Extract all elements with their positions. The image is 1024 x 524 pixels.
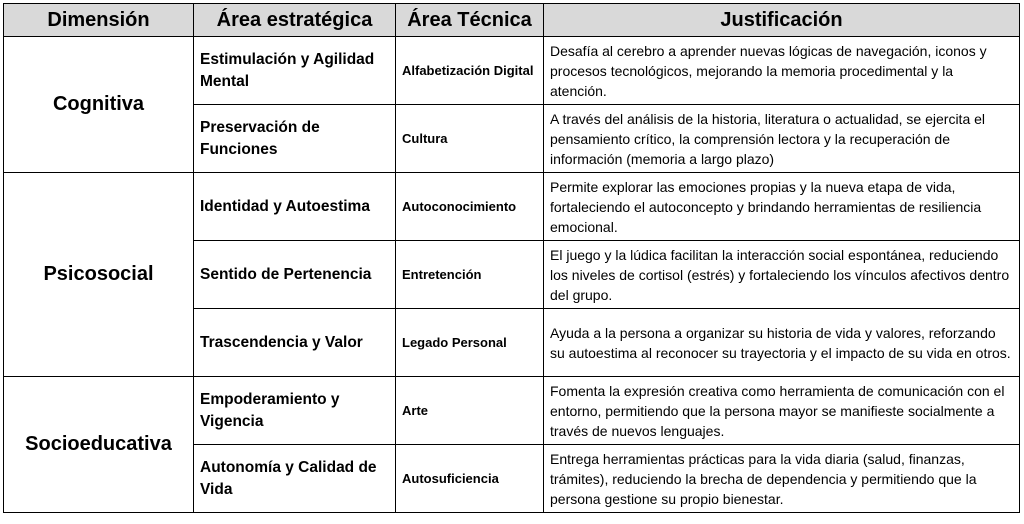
justificacion-cell: A través del análisis de la historia, literatura o actualidad, se ejercita el pensamiento crítico, la comprensión lectora y la recuperación de información (memoria a largo plazo) [544, 105, 1020, 173]
header-dimension: Dimensión [4, 4, 194, 37]
header-justificacion: Justificación [544, 4, 1020, 37]
area-tecnica-cell: Autosuficiencia [396, 445, 544, 513]
dimension-cell-psicosocial: Psicosocial [4, 173, 194, 377]
table-container [3, 3, 1019, 513]
header-area-tecnica: Área Técnica [396, 4, 544, 37]
area-tecnica-cell: Legado Personal [396, 309, 544, 377]
strategy-table [3, 3, 1020, 513]
area-estrategica-cell: Autonomía y Calidad de Vida [194, 445, 396, 513]
area-estrategica-cell: Estimulación y Agilidad Mental [194, 37, 396, 105]
table-row [4, 173, 1020, 241]
area-estrategica-cell: Empoderamiento y Vigencia [194, 377, 396, 445]
area-tecnica-cell: Entretención [396, 241, 544, 309]
area-estrategica-cell: Trascendencia y Valor [194, 309, 396, 377]
area-tecnica-cell: Cultura [396, 105, 544, 173]
area-estrategica-cell: Identidad y Autoestima [194, 173, 396, 241]
justificacion-cell: Permite explorar las emociones propias y la nueva etapa de vida, fortaleciendo el autoconcepto y brindando herramientas de resiliencia emocional. [544, 173, 1020, 241]
table-row [4, 37, 1020, 105]
dimension-cell-socioeducativa: Socioeducativa [4, 377, 194, 513]
header-area-estrategica: Área estratégica [194, 4, 396, 37]
area-estrategica-cell: Sentido de Pertenencia [194, 241, 396, 309]
justificacion-cell: Desafía al cerebro a aprender nuevas lógicas de navegación, iconos y procesos tecnológicos, mejorando la memoria procedimental y la atención. [544, 37, 1020, 105]
area-estrategica-cell: Preservación de Funciones [194, 105, 396, 173]
dimension-cell-cognitiva: Cognitiva [4, 37, 194, 173]
justificacion-cell: Fomenta la expresión creativa como herramienta de comunicación con el entorno, permitiendo que la persona mayor se manifieste socialmente a través de nuevos lenguajes. [544, 377, 1020, 445]
header-row [4, 4, 1020, 37]
justificacion-cell: Ayuda a la persona a organizar su historia de vida y valores, reforzando su autoestima al reconocer su trayectoria y el impacto de su vida en otros. [544, 309, 1020, 377]
area-tecnica-cell: Arte [396, 377, 544, 445]
area-tecnica-cell: Alfabetización Digital [396, 37, 544, 105]
table-row [4, 377, 1020, 445]
area-tecnica-cell: Autoconocimiento [396, 173, 544, 241]
justificacion-cell: Entrega herramientas prácticas para la vida diaria (salud, finanzas, trámites), reduciendo la brecha de dependencia y permitiendo que la persona gestione su propio bienestar. [544, 445, 1020, 513]
justificacion-cell: El juego y la lúdica facilitan la interacción social espontánea, reduciendo los niveles de cortisol (estrés) y fortaleciendo los vínculos afectivos dentro del grupo. [544, 241, 1020, 309]
